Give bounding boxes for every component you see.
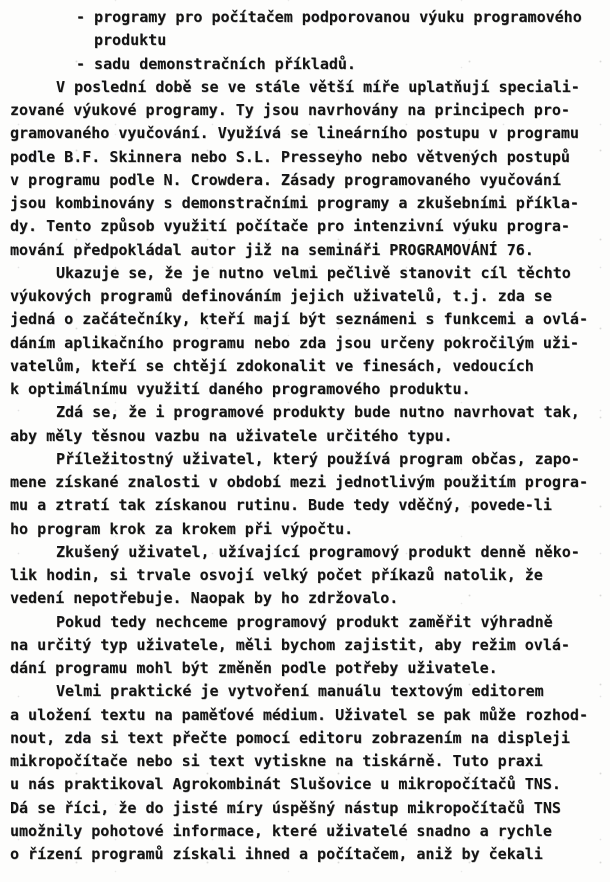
text-line: v programu podle N. Crowdera. Zásady programovaného vyučování bbox=[10, 170, 561, 189]
text-line: dy. Tento způsob využití počítače pro intenzivní výuku progra- bbox=[10, 217, 570, 236]
text-line: jedná o začátečníky, kteří mají být seznámeni s funkcemi a ovlá- bbox=[10, 310, 588, 329]
text-line: V poslední době se ve stále větší míře uplatňují speciali- bbox=[56, 77, 580, 96]
text-line: - sadu demonstračních příkladů. bbox=[76, 54, 356, 73]
text-line: Dá se říci, že do jisté míry úspěšný nástup mikropočítačů TNS bbox=[10, 798, 561, 817]
text-line: mování předpokládal autor již na semináři PROGRAMOVÁNÍ 76. bbox=[10, 240, 534, 259]
text-line: vatelům, kteří se chtějí zdokonalit ve finesách, vedoucích bbox=[10, 356, 534, 375]
text-line: ho program krok za krokem při výpočtu. bbox=[10, 519, 354, 538]
text-line: dáním aplikačního programu nebo zda jsou určeny pokročilým uži- bbox=[10, 333, 579, 352]
text-line: k optimálnímu využití daného programového produktu. bbox=[10, 380, 471, 398]
text-line: o řízení programů získali ihned a počítačem, aniž by čekali bbox=[10, 845, 543, 863]
text-line: umožnily pohotové informace, které uživatelé snadno a rychle bbox=[10, 821, 552, 840]
text-line: dání programu mohl být změněn podle potřeby uživatele. bbox=[10, 659, 498, 677]
text-line: mikropočítače nebo si text vytiskne na tiskárně. Tuto praxi bbox=[10, 752, 543, 770]
text-line: aby měly těsnou vazbu na uživatele určitého typu. bbox=[10, 426, 453, 445]
text-line: mu a ztratí tak získanou rutinu. Bude tedy vděčný, povede-li bbox=[10, 496, 552, 515]
text-line: lik hodin, si trvale osvojí velký počet příkazů natolik, že bbox=[10, 566, 543, 584]
document-text bbox=[0, 6, 610, 866]
text-line: jsou kombinovány s demonstračními programy a zkušebními příkla- bbox=[10, 194, 579, 212]
text-line: výukových programů definováním jejich uživatelů, t.j. zda se bbox=[10, 287, 552, 305]
text-line: u nás praktikoval Agrokombinát Slušovice u mikropočítačů TNS. bbox=[10, 775, 561, 794]
text-line: nout, zda si text přečte pomocí editoru zobrazením na displeji bbox=[10, 728, 570, 747]
text-line: Zdá se, že i programové produkty bude nutno navrhovat tak, bbox=[56, 403, 580, 422]
text-line: mene získané znalosti v období mezi jednotlivým použitím progra- bbox=[10, 473, 588, 491]
text-line: Ukazuje se, že je nutno velmi pečlivě stanovit cíl těchto bbox=[56, 263, 571, 282]
text-line: podle B.F. Skinnera nebo S.L. Presseyho nebo větvených postupů bbox=[10, 147, 570, 166]
text-line: - programy pro počítačem podporovanou výuku programového bbox=[76, 8, 582, 26]
text-line: gramovaného vyučování. Využívá se lineárního postupu v programu bbox=[10, 124, 579, 143]
text-line: produktu bbox=[94, 31, 167, 50]
text-line: Pokud tedy nechceme programový produkt zaměřit výhradně bbox=[56, 612, 553, 631]
text-line: vedení nepotřebuje. Naopak by ho zdržovalo. bbox=[10, 589, 399, 608]
text-line: Příležitostný uživatel, který používá program občas, zapo- bbox=[56, 449, 580, 468]
text-line: Zkušený uživatel, užívající programový produkt denně něko- bbox=[56, 542, 580, 561]
text-line: Velmi praktické je vytvoření manuálu textovým editorem bbox=[56, 682, 544, 701]
text-line: a uložení textu na paměťové médium. Uživatel se pak může rozhod- bbox=[10, 705, 588, 724]
text-line: na určitý typ uživatele, měli bychom zajistit, aby režim ovlá- bbox=[10, 635, 570, 654]
text-line: zované výukové programy. Ty jsou navrhovány na principech pro- bbox=[10, 101, 570, 119]
